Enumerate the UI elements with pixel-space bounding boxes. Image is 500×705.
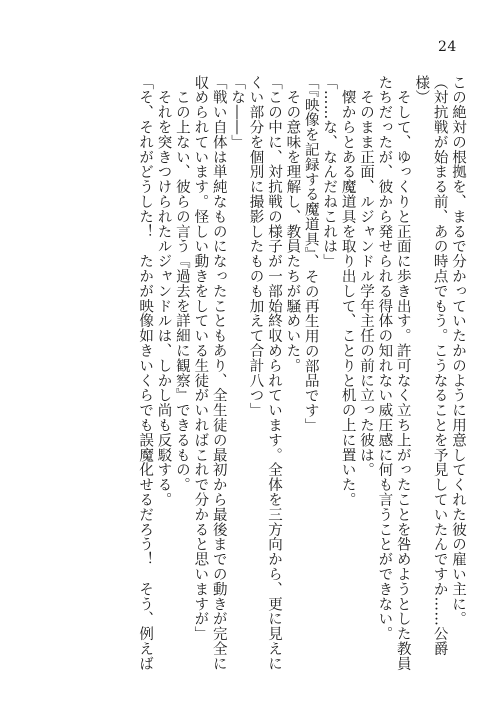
text-line: 「そ、それがどうした！ たかが映像如きいくらでも誤魔化せるだろう！ そう、例えば [137, 75, 154, 671]
text-line: 「戦い自体は単純なものになったこともあり、全生徒の最初から最後までの動きが完全に [210, 75, 227, 671]
text-line: 「な――」 [229, 75, 246, 150]
text-line: 「『映像を記録する魔道具』、その再生用の部品です」 [302, 75, 319, 433]
text-line: それを突きつけられたルジャンドルは、しかし尚も反駁する。 [155, 75, 172, 508]
text-line: 「……な、なんだねこれは」 [321, 75, 338, 269]
text-line: この上ない、彼らの言う『過去を詳細に観察』できるもの。 [173, 75, 190, 493]
vertical-body-text [136, 75, 467, 671]
text-line: その意味を理解し、教員たちが騒めいた。 [284, 75, 301, 373]
text-line: たちだったが、彼から発せられる得体の知れない威圧感に何も言うことができない。 [376, 75, 393, 642]
text-line: 「この中に、対抗戦の様子が一部始終収められています。全体を三方向から、更に見えに [265, 75, 282, 671]
text-line: そのまま正面、ルジャンドル学年主任の前に立った彼は。 [357, 75, 374, 478]
text-line: そして、ゆっくりと正面に歩き出す。許可なく立ち上がったことを咎めようとした教員 [394, 75, 411, 671]
text-line: （対抗戦が始まる前、あの時点でもう。こうなることを予見していたんですか……公爵 [431, 75, 448, 657]
text-line: 収められています。怪しい動きをしている生徒がいればこれで分かると思いますが」 [192, 75, 209, 642]
text-line: 様） [413, 75, 430, 105]
text-line: この絶対の根拠を、まるで分かっていたかのように用意してくれた彼の雇い主に。 [450, 75, 466, 627]
text-line: 懐からとある魔道具を取り出して、ことりと机の上に置いた。 [339, 75, 356, 508]
page-number: 24 [438, 39, 457, 55]
text-line: くい部分を個別に撮影したものも加えて合計八つ」 [247, 75, 264, 418]
